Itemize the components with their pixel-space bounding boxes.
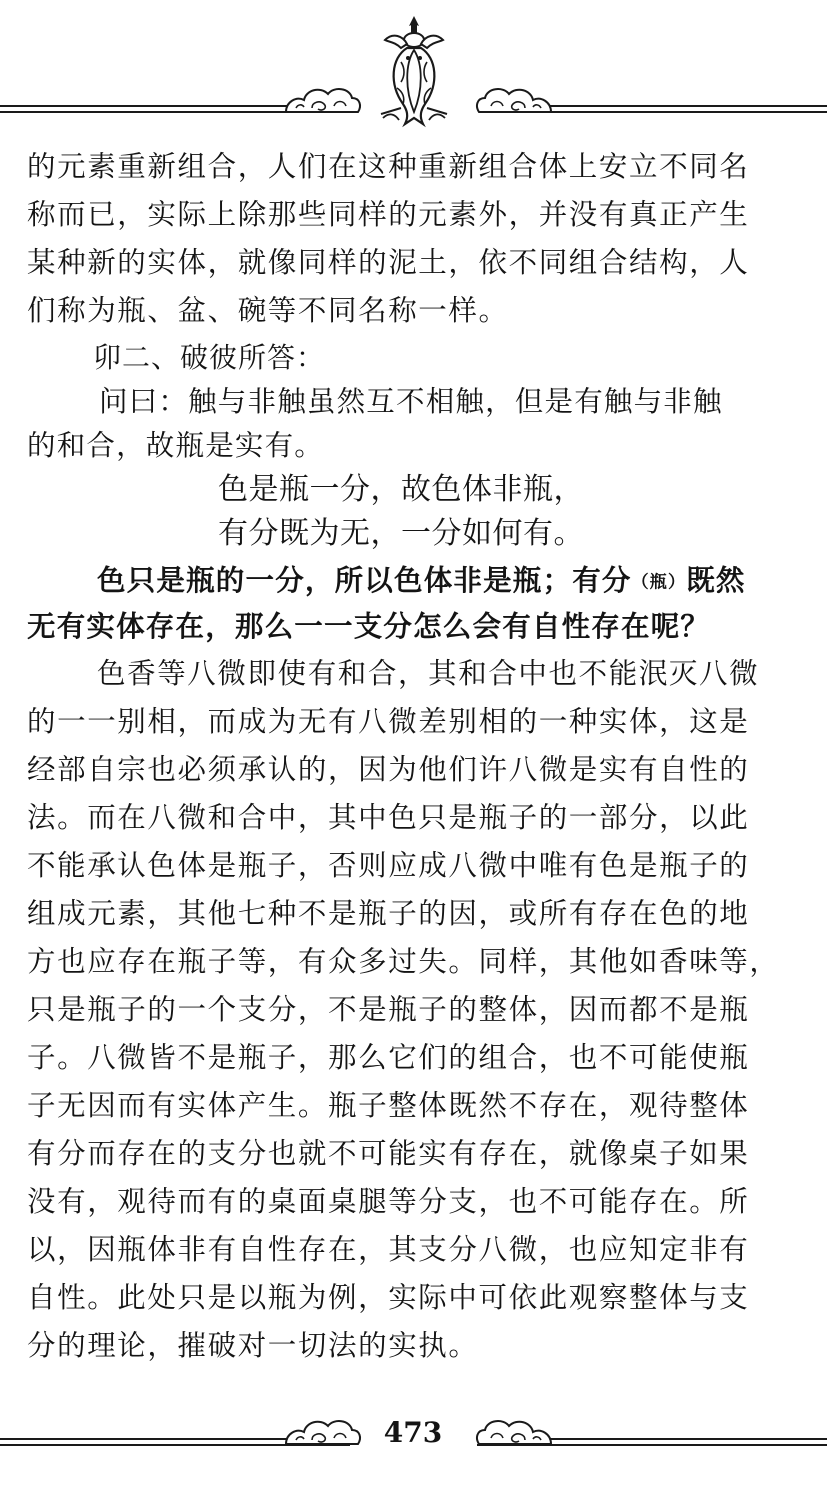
header-rule-right-top <box>527 105 827 107</box>
text-line: 的元素重新组合，人们在这种重新组合体上安立不同名 <box>27 150 750 183</box>
verse-commentary <box>27 557 813 649</box>
golden-fish-emblem-icon <box>375 14 453 128</box>
text-line: 子无因而有实体产生。瓶子整体既然不存在，观待整体 <box>27 1089 750 1122</box>
text-line: 以，因瓶体非有自性存在，其支分八微，也应知定非有 <box>27 1233 750 1266</box>
cloud-left-icon <box>282 1416 364 1448</box>
footer-rule-left-top <box>0 1438 290 1440</box>
section-heading: 卯二、破彼所答： <box>93 341 326 374</box>
header-rule-left-bottom <box>0 111 330 113</box>
text-line: 法。而在八微和合中，其中色只是瓶子的一部分，以此 <box>27 801 750 834</box>
text-line: 有分而存在的支分也就不可能实有存在，就像桌子如果 <box>27 1137 750 1170</box>
text-line: 的和合，故瓶是实有。 <box>27 429 325 462</box>
text-line: 色香等八微即使有和合，其和合中也不能泯灭八微 <box>97 657 760 690</box>
commentary-text: 既然 <box>686 563 746 597</box>
text-line <box>27 557 813 603</box>
annotation: （瓶） <box>631 572 687 593</box>
text-line: 没有，观待而有的桌面桌腿等分支，也不可能存在。所 <box>27 1185 750 1218</box>
explanation-paragraph <box>27 650 813 1370</box>
text-line: 子。八微皆不是瓶子，那么它们的组合，也不可能使瓶 <box>27 1041 750 1074</box>
verse-line: 有分既为无，一分如何有。 <box>218 516 584 551</box>
commentary-text: 色只是瓶的一分，所以色体非是瓶；有分 <box>97 563 632 597</box>
text-line: 们称为瓶、盆、碗等不同名称一样。 <box>27 294 509 327</box>
paragraph-continuation <box>27 143 813 335</box>
verse-block <box>218 468 638 556</box>
text-line: 只是瓶子的一个支分，不是瓶子的整体，因而都不是瓶 <box>27 993 750 1026</box>
text-line: 自性。此处只是以瓶为例，实际中可依此观察整体与支 <box>27 1281 750 1314</box>
footer-rule-right-top <box>537 1438 827 1440</box>
text-line: 无有实体存在，那么一一支分怎么会有自性存在呢？ <box>27 609 711 643</box>
text-line: 问曰：触与非触虽然互不相触，但是有触与非触 <box>99 385 723 418</box>
text-line: 的一一别相，而成为无有八微差别相的一种实体，这是 <box>27 705 750 738</box>
text-line: 组成元素，其他七种不是瓶子的因，或所有存在色的地 <box>27 897 750 930</box>
cloud-right-icon <box>473 1416 555 1448</box>
text-line: 方也应存在瓶子等，有众多过失。同样，其他如香味等， <box>27 945 780 978</box>
header-rule-left-top <box>0 105 300 107</box>
text-line: 分的理论，摧破对一切法的实执。 <box>27 1329 479 1362</box>
text-line: 某种新的实体，就像同样的泥土，依不同组合结构，人 <box>27 246 750 279</box>
page-number: 473 <box>383 1416 443 1449</box>
cloud-right-icon <box>473 84 555 116</box>
cloud-left-icon <box>282 84 364 116</box>
text-line: 经部自宗也必须承认的，因为他们许八微是实有自性的 <box>27 753 750 786</box>
verse-line: 色是瓶一分，故色体非瓶， <box>218 472 584 507</box>
text-line: 称而已，实际上除那些同样的元素外，并没有真正产生 <box>27 198 750 231</box>
question-paragraph <box>27 380 813 468</box>
text-line: 不能承认色体是瓶子，否则应成八微中唯有色是瓶子的 <box>27 849 750 882</box>
